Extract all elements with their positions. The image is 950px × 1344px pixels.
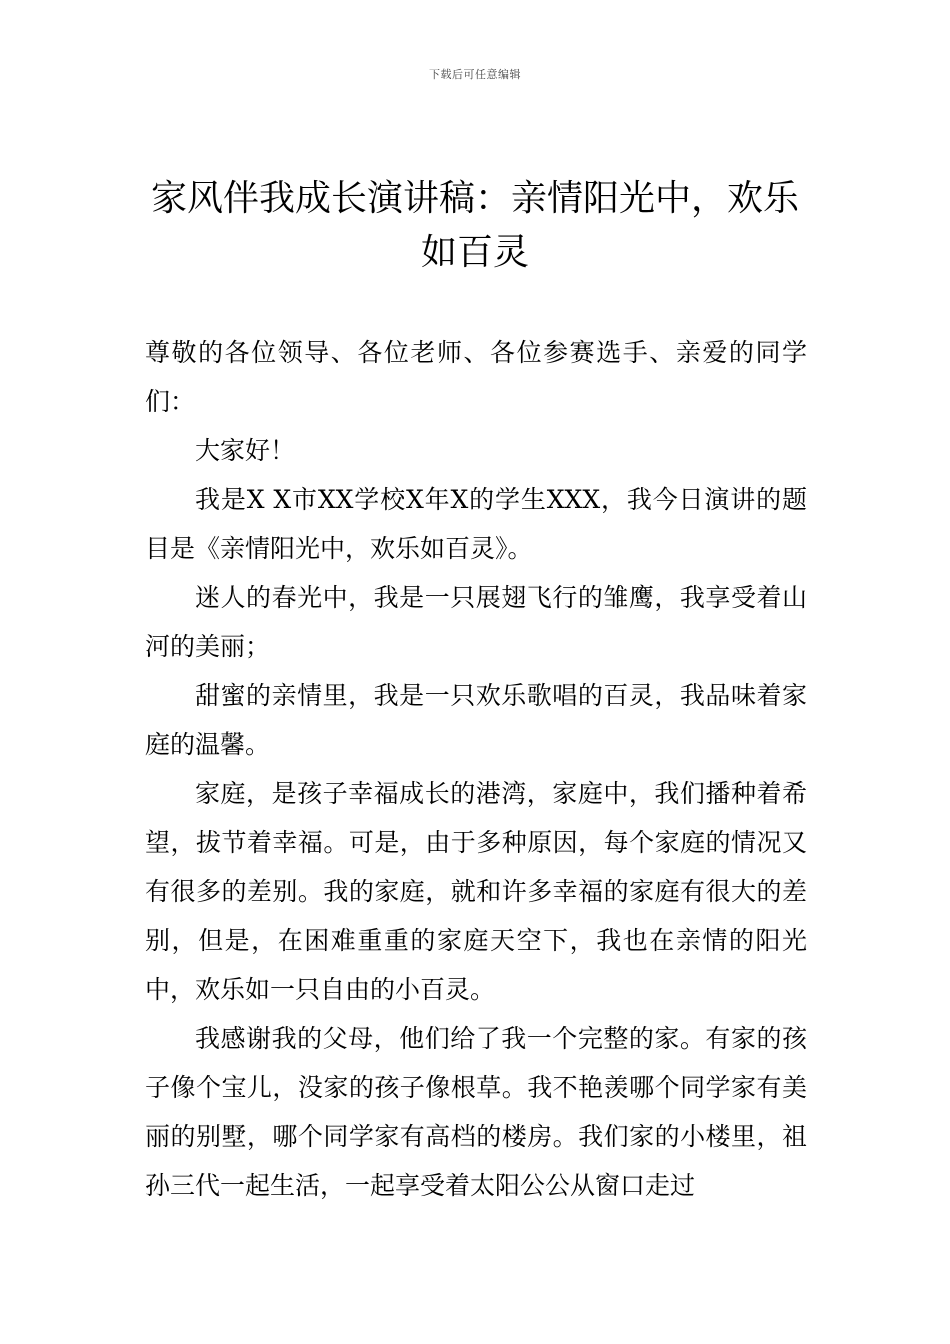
paragraph-gratitude: 我感谢我的父母，他们给了我一个完整的家。有家的孩子像个宝儿，没家的孩子像根草。我不艳羡哪个同学家有美丽的别墅，哪个同学家有高档的楼房。我们家的小楼里，祖孙三代一起生活，一起享受着太阳公公从窗口走过 bbox=[145, 1024, 807, 1200]
paragraph-family-love: 甜蜜的亲情里，我是一只欢乐歌唱的百灵，我品味着家庭的温馨。 bbox=[145, 681, 807, 759]
paragraph-greeting: 大家好！ bbox=[195, 436, 296, 465]
paragraph-family-harbor: 家庭，是孩子幸福成长的港湾，家庭中，我们播种着希望，拔节着幸福。可是，由于多种原因，每个家庭的情况又有很多的差别。我的家庭，就和许多幸福的家庭有很大的差别，但是，在困难重重的家庭天空下，我也在亲情的阳光中，欢乐如一只自由的小百灵。 bbox=[145, 779, 807, 1004]
salutation: 尊敬的各位领导、各位老师、各位参赛选手、亲爱的同学们： bbox=[145, 338, 807, 416]
document-title: 家风伴我成长演讲稿：亲情阳光中，欢乐如百灵 bbox=[150, 178, 799, 273]
paragraph-spring: 迷人的春光中，我是一只展翅飞行的雏鹰，我享受着山河的美丽； bbox=[145, 583, 807, 661]
paragraph-introduction: 我是X X市XX学校X年X的学生XXX，我今日演讲的题目是《亲情阳光中，欢乐如百灵》。 bbox=[145, 485, 807, 563]
document-body bbox=[145, 328, 807, 1210]
header-note: 下载后可任意编辑 bbox=[429, 68, 521, 81]
